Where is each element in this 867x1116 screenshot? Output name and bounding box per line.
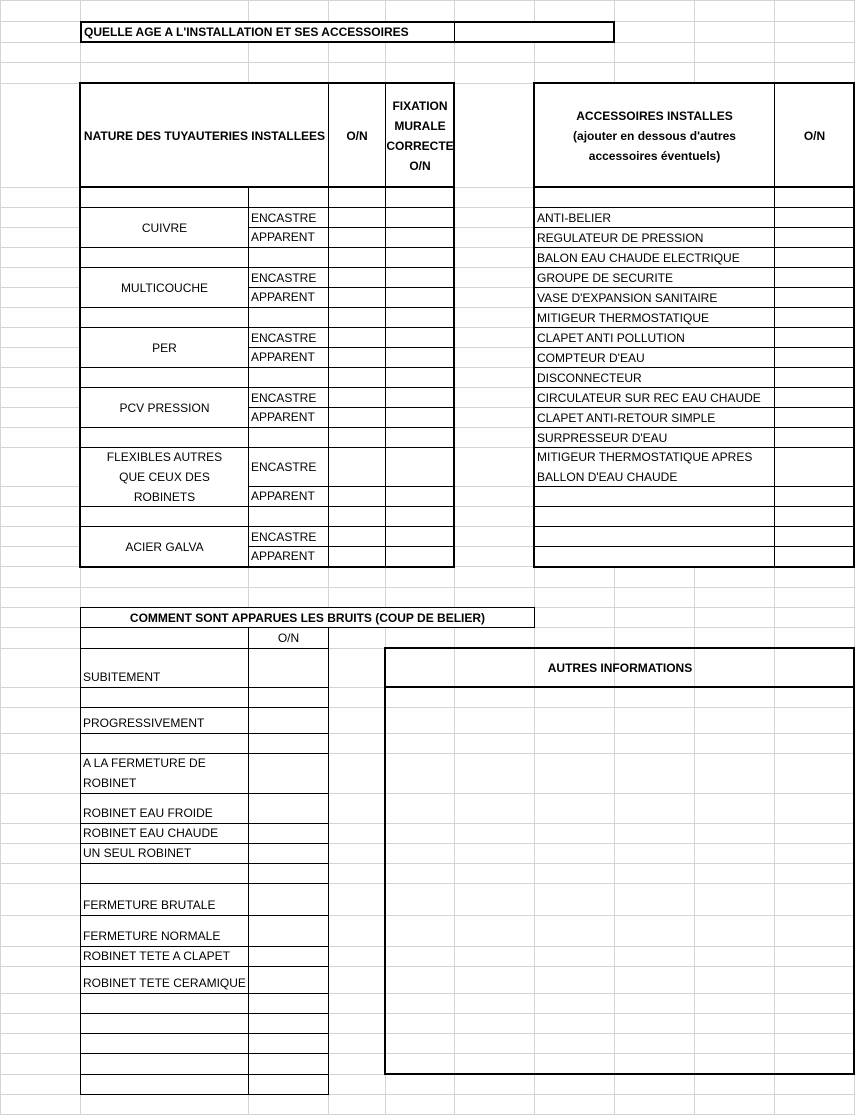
other-info-body[interactable] xyxy=(387,689,853,1073)
accessory-item: ANTI-BELIER xyxy=(534,207,775,228)
accessory-on-cell[interactable] xyxy=(774,427,855,448)
pipe-value-cell[interactable] xyxy=(385,287,455,308)
pipe-value-cell[interactable] xyxy=(385,546,455,567)
pipes-blank-cell[interactable] xyxy=(328,367,386,388)
pipe-value-cell[interactable] xyxy=(385,327,455,348)
pipes-blank-cell[interactable] xyxy=(385,247,455,268)
noise-item xyxy=(80,687,249,708)
noise-item: A LA FERMETURE DE ROBINET xyxy=(80,753,249,794)
accessory-on-cell[interactable] xyxy=(774,447,855,487)
noise-on-cell[interactable] xyxy=(248,793,329,824)
pipe-material-label: PER xyxy=(80,327,249,368)
noise-on-cell[interactable] xyxy=(248,753,329,794)
accessory-item: COMPTEUR D'EAU xyxy=(534,347,775,368)
accessory-item: CLAPET ANTI POLLUTION xyxy=(534,327,775,348)
noise-on-cell[interactable] xyxy=(248,915,329,947)
pipes-header-fixation: FIXATION MURALE CORRECTE O/N xyxy=(385,83,455,188)
pipe-value-cell[interactable] xyxy=(385,387,455,408)
pipes-blank-cell xyxy=(248,247,329,268)
pipe-encastre-label: ENCASTRE xyxy=(248,207,329,228)
noise-header-blank xyxy=(80,627,249,649)
pipe-apparent-label: APPARENT xyxy=(248,486,329,507)
gridline-horizontal xyxy=(0,587,855,588)
noise-on-cell[interactable] xyxy=(248,823,329,844)
pipes-blank-cell xyxy=(248,307,329,328)
noise-item xyxy=(80,1013,249,1034)
pipe-apparent-label: APPARENT xyxy=(248,287,329,308)
noise-on-cell[interactable] xyxy=(248,946,329,967)
accessories-header-title: ACCESSOIRES INSTALLES xyxy=(576,108,733,123)
noise-on-cell[interactable] xyxy=(248,1074,329,1095)
pipes-blank-cell[interactable] xyxy=(328,427,386,448)
gridline-vertical xyxy=(0,0,1,1115)
pipe-encastre-label: ENCASTRE xyxy=(248,387,329,408)
accessory-on-cell[interactable] xyxy=(774,307,855,328)
noise-title: COMMENT SONT APPARUES LES BRUITS (COUP DE BELIER) xyxy=(80,607,535,628)
accessory-on-cell[interactable] xyxy=(774,506,855,527)
pipe-value-cell[interactable] xyxy=(328,207,386,228)
noise-item xyxy=(80,733,249,754)
other-info-header-divider xyxy=(385,686,854,688)
accessory-on-cell[interactable] xyxy=(774,347,855,368)
pipe-encastre-label: ENCASTRE xyxy=(248,526,329,547)
pipe-value-cell[interactable] xyxy=(385,207,455,228)
pipes-blank-cell xyxy=(248,506,329,527)
noise-item xyxy=(80,1033,249,1054)
pipes-blank-cell[interactable] xyxy=(385,506,455,527)
accessory-on-cell[interactable] xyxy=(774,387,855,408)
pipe-value-cell[interactable] xyxy=(328,407,386,428)
noise-item: ROBINET EAU FROIDE xyxy=(80,793,249,824)
pipe-material-label: MULTICOUCHE xyxy=(80,267,249,308)
pipe-material-label: CUIVRE xyxy=(80,207,249,248)
pipes-blank-cell xyxy=(248,427,329,448)
pipe-value-cell[interactable] xyxy=(385,347,455,368)
pipe-material-label: FLEXIBLES AUTRES QUE CEUX DES ROBINETS xyxy=(80,447,249,507)
noise-item: ROBINET EAU CHAUDE xyxy=(80,823,249,844)
accessory-item xyxy=(534,546,775,567)
pipe-value-cell[interactable] xyxy=(328,347,386,368)
accessory-item: CIRCULATEUR SUR REC EAU CHAUDE xyxy=(534,387,775,408)
noise-on-cell[interactable] xyxy=(248,863,329,884)
pipe-value-cell[interactable] xyxy=(385,267,455,288)
noise-item xyxy=(80,863,249,884)
pipe-value-cell[interactable] xyxy=(328,267,386,288)
pipe-apparent-label: APPARENT xyxy=(248,407,329,428)
accessory-item: BALON EAU CHAUDE ELECTRIQUE xyxy=(534,247,775,268)
pipes-blank-cell[interactable] xyxy=(328,247,386,268)
accessory-on-cell[interactable] xyxy=(774,207,855,228)
noise-on-cell[interactable] xyxy=(248,1013,329,1034)
pipe-material-label: ACIER GALVA xyxy=(80,526,249,567)
noise-header-on: O/N xyxy=(248,627,329,649)
accessory-item xyxy=(534,506,775,527)
accessory-item: MITIGEUR THERMOSTATIQUE APRES BALLON D'EAU CHAUDE xyxy=(534,447,775,487)
accessory-on-cell[interactable] xyxy=(774,486,855,507)
accessory-item: DISCONNECTEUR xyxy=(534,367,775,388)
pipes-blank-cell[interactable] xyxy=(385,427,455,448)
pipe-value-cell[interactable] xyxy=(385,486,455,507)
accessory-item xyxy=(534,526,775,547)
gridline-horizontal xyxy=(0,0,855,1)
noise-item xyxy=(80,993,249,1014)
accessory-on-cell[interactable] xyxy=(774,287,855,308)
noise-item: SUBITEMENT xyxy=(80,648,249,688)
noise-on-cell[interactable] xyxy=(248,707,329,734)
accessory-item xyxy=(534,486,775,507)
noise-item: ROBINET TETE A CLAPET xyxy=(80,946,249,967)
accessory-item: VASE D'EXPANSION SANITAIRE xyxy=(534,287,775,308)
noise-item xyxy=(80,1053,249,1075)
accessory-on-cell[interactable] xyxy=(774,187,855,208)
accessory-on-cell[interactable] xyxy=(774,247,855,268)
pipe-apparent-label: APPARENT xyxy=(248,546,329,567)
pipes-header-on: O/N xyxy=(328,83,386,188)
pipe-value-cell[interactable] xyxy=(385,447,455,487)
pipe-value-cell[interactable] xyxy=(385,407,455,428)
gridline-horizontal xyxy=(0,62,855,63)
pipe-value-cell[interactable] xyxy=(328,327,386,348)
pipe-encastre-label: ENCASTRE xyxy=(248,267,329,288)
accessory-on-cell[interactable] xyxy=(774,327,855,348)
pipes-blank-cell[interactable] xyxy=(385,307,455,328)
noise-on-cell[interactable] xyxy=(248,1033,329,1054)
accessories-header-divider xyxy=(534,186,854,188)
gridline-horizontal xyxy=(0,1114,855,1115)
accessory-on-cell[interactable] xyxy=(774,367,855,388)
pipes-blank-cell[interactable] xyxy=(328,506,386,527)
age-label: QUELLE AGE A L'INSTALLATION ET SES ACCESSOIRES xyxy=(80,21,455,43)
accessory-blank-cell xyxy=(534,187,775,208)
pipe-value-cell[interactable] xyxy=(385,526,455,547)
pipes-header-divider xyxy=(80,186,454,188)
noise-on-cell[interactable] xyxy=(248,648,329,688)
accessory-item: CLAPET ANTI-RETOUR SIMPLE xyxy=(534,407,775,428)
accessory-on-cell[interactable] xyxy=(774,546,855,567)
pipes-blank-cell xyxy=(248,367,329,388)
accessories-header-subtitle: (ajouter en dessous d'autres accessoires éventuels) xyxy=(573,128,736,163)
pipes-blank-cell xyxy=(248,187,329,208)
noise-on-cell[interactable] xyxy=(248,687,329,708)
noise-on-cell[interactable] xyxy=(248,843,329,864)
noise-item: UN SEUL ROBINET xyxy=(80,843,249,864)
noise-item: FERMETURE BRUTALE xyxy=(80,883,249,916)
pipe-value-cell[interactable] xyxy=(328,287,386,308)
noise-on-cell[interactable] xyxy=(248,966,329,994)
pipe-value-cell[interactable] xyxy=(328,387,386,408)
noise-item: FERMETURE NORMALE xyxy=(80,915,249,947)
pipe-value-cell[interactable] xyxy=(328,526,386,547)
other-info-title: AUTRES INFORMATIONS xyxy=(547,661,693,675)
pipe-material-label: PCV PRESSION xyxy=(80,387,249,428)
noise-item: ROBINET TETE CERAMIQUE xyxy=(80,966,249,994)
accessory-item: MITIGEUR THERMOSTATIQUE xyxy=(534,307,775,328)
noise-item: PROGRESSIVEMENT xyxy=(80,707,249,734)
noise-on-cell[interactable] xyxy=(248,993,329,1014)
noise-item xyxy=(80,1074,249,1095)
pipes-blank-cell[interactable] xyxy=(385,367,455,388)
pipes-header-nature: NATURE DES TUYAUTERIES INSTALLEES xyxy=(80,83,329,188)
pipe-encastre-label: ENCASTRE xyxy=(248,327,329,348)
pipe-apparent-label: APPARENT xyxy=(248,227,329,248)
accessories-header xyxy=(534,83,775,188)
accessory-on-cell[interactable] xyxy=(774,227,855,248)
pipe-value-cell[interactable] xyxy=(328,447,386,487)
pipes-blank-cell[interactable] xyxy=(385,187,455,208)
accessory-item: GROUPE DE SECURITE xyxy=(534,267,775,288)
pipe-value-cell[interactable] xyxy=(385,227,455,248)
noise-on-cell[interactable] xyxy=(248,1053,329,1075)
accessory-item: SURPRESSEUR D'EAU xyxy=(534,427,775,448)
pipe-value-cell[interactable] xyxy=(328,227,386,248)
pipe-value-cell[interactable] xyxy=(328,546,386,567)
accessories-header-on: O/N xyxy=(774,83,855,188)
accessory-item: REGULATEUR DE PRESSION xyxy=(534,227,775,248)
accessory-on-cell[interactable] xyxy=(774,407,855,428)
pipe-value-cell[interactable] xyxy=(328,486,386,507)
pipes-blank-cell[interactable] xyxy=(328,187,386,208)
pipe-apparent-label: APPARENT xyxy=(248,347,329,368)
age-value-cell[interactable] xyxy=(454,21,615,43)
pipes-blank-cell[interactable] xyxy=(328,307,386,328)
accessory-on-cell[interactable] xyxy=(774,267,855,288)
pipe-encastre-label: ENCASTRE xyxy=(248,447,329,487)
accessory-on-cell[interactable] xyxy=(774,526,855,547)
noise-on-cell[interactable] xyxy=(248,733,329,754)
noise-on-cell[interactable] xyxy=(248,883,329,916)
